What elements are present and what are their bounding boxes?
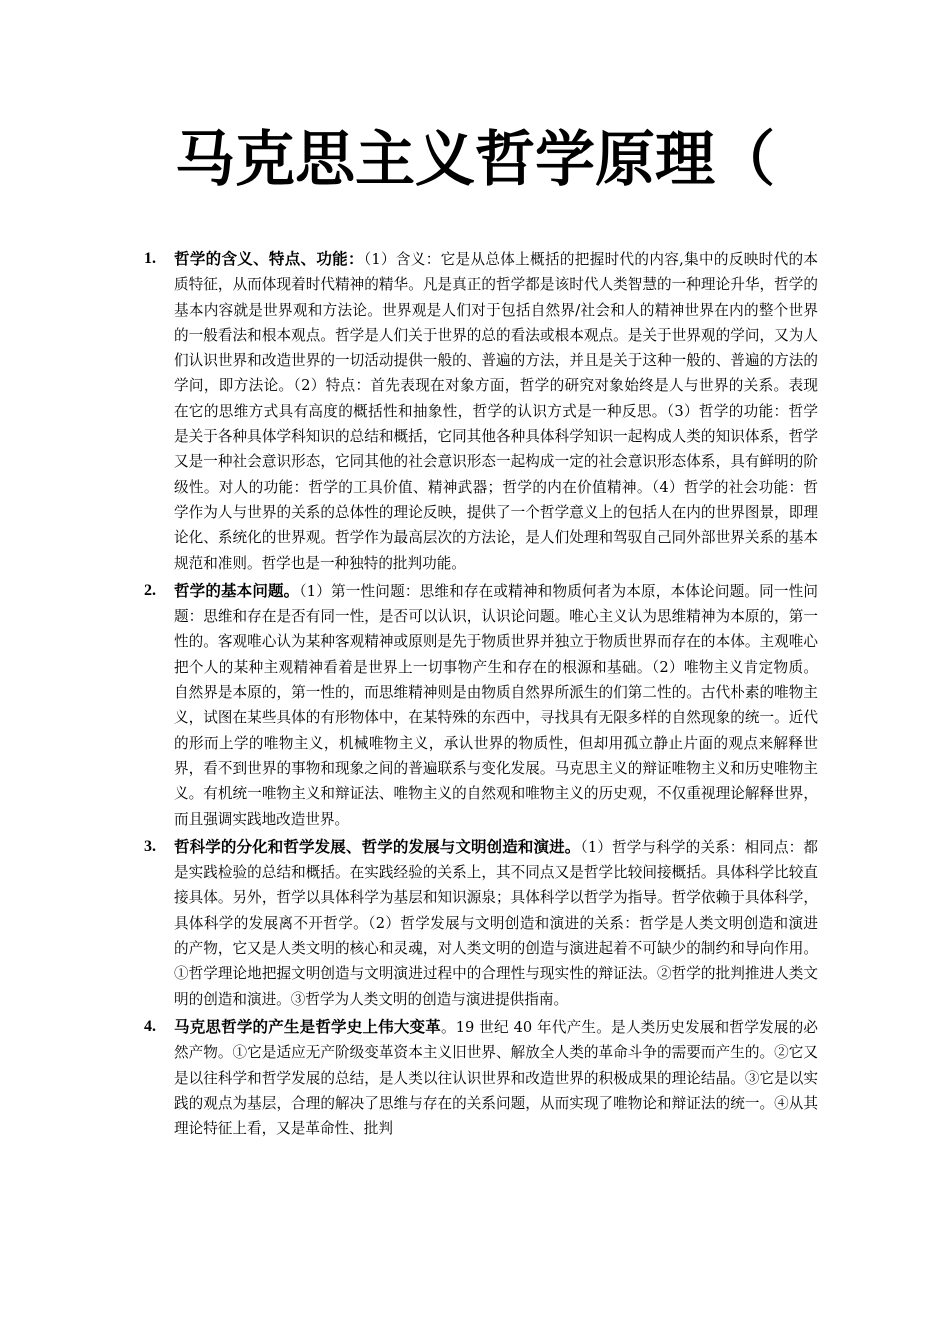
item-body: （1）哲学与科学的关系：相同点：都是实践检验的总结和概括。在实践经验的关系上，其不同点又是哲学比较间接概括。具体科学比较直接具体。另外，哲学以具体科学为基层和知识源泉；具体科学以哲学为指导。哲学依赖于具体科学，具体科学的发展离不开哲学。（2）哲学发展与文明创造和演进的关系：哲学是人类文明创造和演进的产物，它又是人类文明的核心和灵魂，对人类文明的创造与演进起着不可缺少的制约和导向作用。①哲学理论地把握文明创造与文明演进过程中的合理性与现实性的辩证法。②哲学的批判推进人类文明的创造和演进。③哲学为人类文明的创造与演进提供指南。 [174,838,818,1008]
list-item [140,834,818,1012]
item-number: 1. [144,250,156,267]
list-item [140,578,818,832]
item-heading: 哲学的含义、特点、功能： [174,249,364,268]
item-number: 2. [144,581,156,599]
item-body: （1）第一性问题：思维和存在或精神和物质何者为本原，本体论问题。同一性问题：思维和存在是否有同一性，是否可以认识，认识论问题。唯心主义认为思维精神为本原的，第一性的。客观唯心认为某种客观精神或原则是先于物质世界并独立于物质世界而存在的本体。主观唯心把个人的某种主观精神看着是世界上一切事物产生和存在的根源和基础。（2）唯物主义肯定物质。自然界是本原的，第一性的，而思维精神则是由物质自然界所派生的们第二性的。古代朴素的唯物主义，试图在某些具体的有形物体中，在某特殊的东西中，寻找具有无限多样的自然现象的统一。近代的形而上学的唯物主义，机械唯物主义，承认世界的物质性，但却用孤立静止片面的观点来解释世界，看不到世界的事物和现象之间的普遍联系与变化发展。马克思主义的辩证唯物主义和历史唯物主义。有机统一唯物主义和辩证法、唯物主义的自然观和唯物主义的历史观，不仅重视理论解释世界，而且强调实践地改造世界。 [174,582,818,828]
item-heading: 哲学的基本问题。 [174,580,300,600]
list-item [140,1014,818,1141]
item-heading: 哲科学的分化和哲学发展、哲学的发展与文明创造和演进。 [174,836,581,856]
document-body [140,246,818,1143]
document-title: 马克思主义哲学原理（ [175,125,775,195]
item-body: （1）含义：它是从总体上概括的把握时代的内容,集中的反映时代的本质特征，从而体现着时代精神的精华。凡是真正的哲学都是该时代人类智慧的一种理论升华，哲学的基本内容就是世界观和方法论。世界观是人们对于包括自然界/社会和人的精神世界在内的整个世界的一般看法和根本观点。哲学是人们关于世界的总的看法或根本观点。是关于世界观的学问，又为人们认识世界和改造世界的一切活动提供一般的、普遍的方法，并且是关于这种一般的、普遍的方法的学问，即方法论。（2）特点：首先表现在对象方面，哲学的研究对象始终是人与世界的关系。表现在它的思维方式具有高度的概括性和抽象性，哲学的认识方式是一种反思。（3）哲学的功能：哲学是关于各种具体学科知识的总结和概括，它同其他各种具体科学知识一起构成人类的知识体系，哲学又是一种社会意识形态，它同其他的社会意识形态一起构成一定的社会意识形态体系，具有鲜明的阶级性。对人的功能：哲学的工具价值、精神武器；哲学的内在价值精神。（4）哲学的社会功能：哲学作为人与世界的关系的总体性的理论反映，提供了一个哲学意义上的包括人在内的世界图景，即理论化、系统化的世界观。哲学作为最高层次的方法论，是人们处理和驾驭自己同外部世界关系的基本规范和准则。哲学也是一种独特的批判功能。 [174,251,818,572]
item-heading: 马克思哲学的产生是哲学史上伟大变革 [174,1016,441,1036]
item-number: 4. [144,1017,156,1035]
list-item [140,246,818,576]
item-number: 3. [144,837,156,855]
item-body: 。19 世纪 40 年代产生。是人类历史发展和哲学发展的必然产物。①它是适应无产阶级变革资本主义旧世界、解放全人类的革命斗争的需要而产生的。②它又是以往科学和哲学发展的总结，是人类以往认识世界和改造世界的积极成果的理论结晶。③它是以实践的观点为基层，合理的解决了思维与存在的关系问题，从而实现了唯物论和辩证法的统一。④从其理论特征上看，又是革命性、批判 [174,1018,818,1138]
